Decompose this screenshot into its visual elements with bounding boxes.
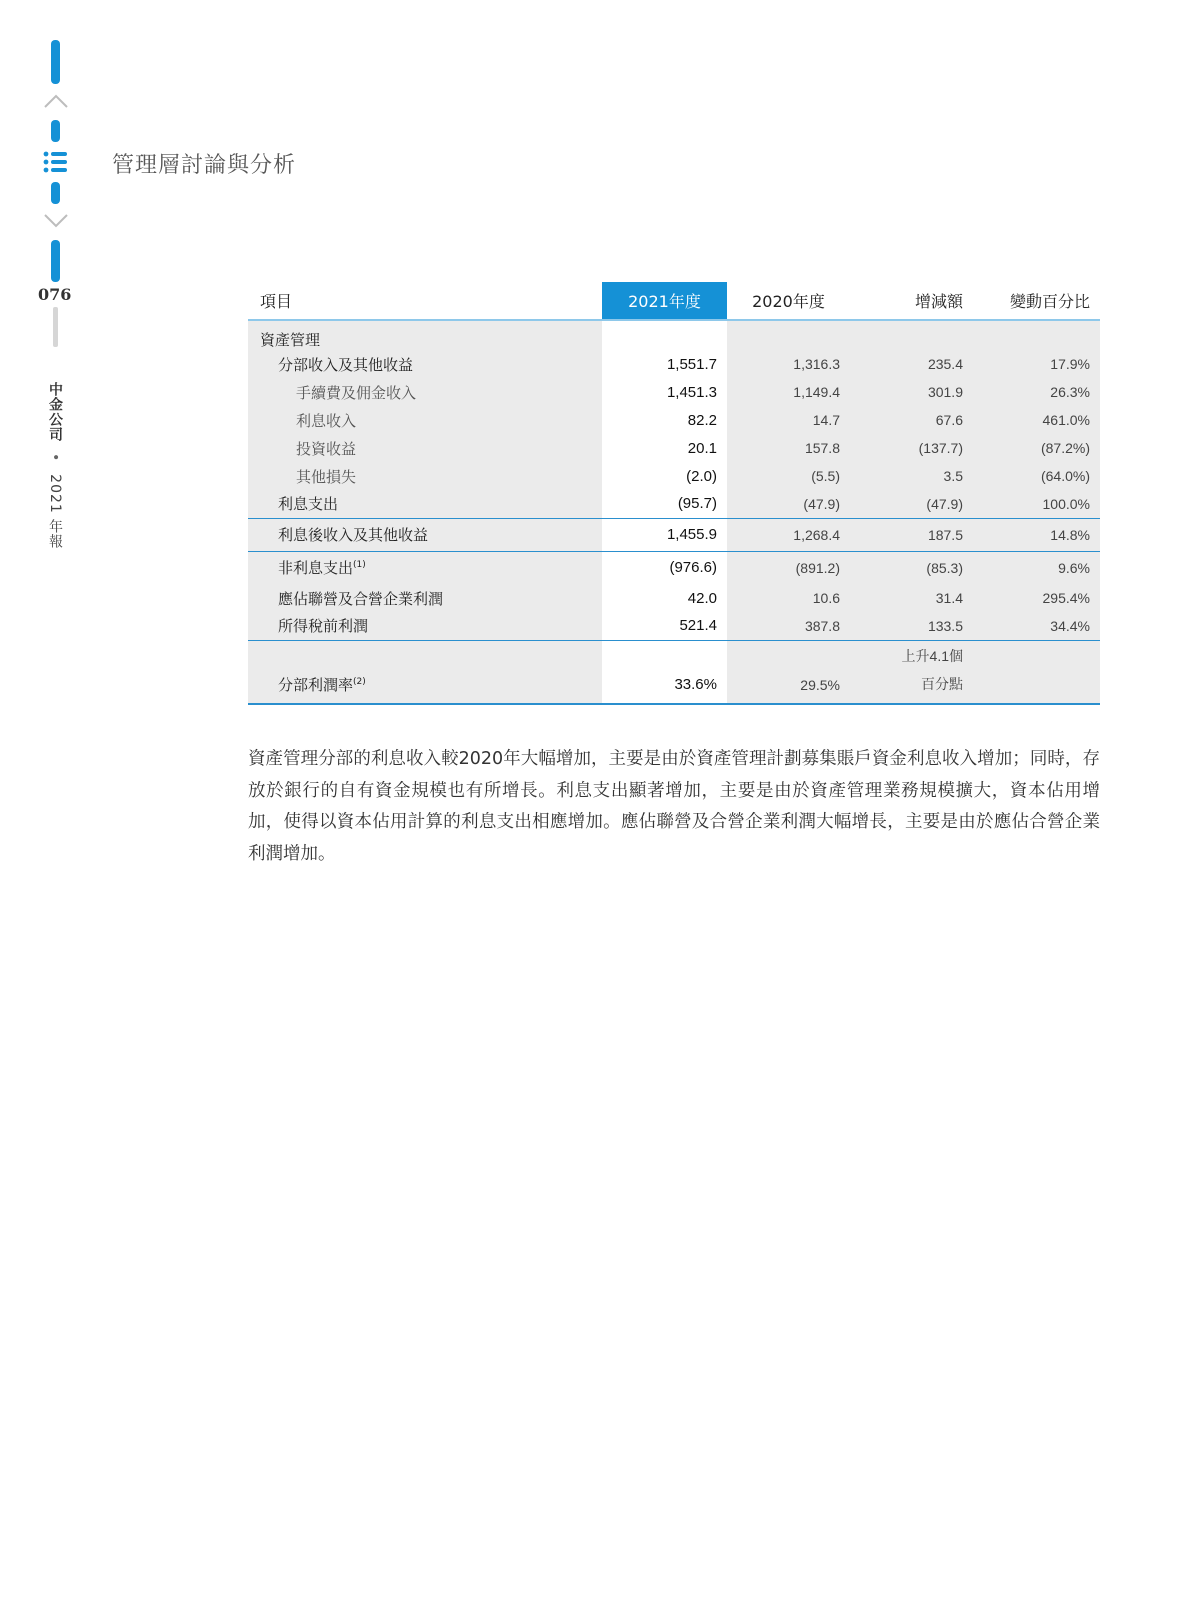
cell-change: (47.9) [850, 490, 973, 518]
row-label: 所得稅前利潤 [248, 612, 602, 640]
cell-change: 235.4 [850, 350, 973, 378]
cell-2021: 20.1 [602, 434, 727, 462]
cell-2020: 14.7 [727, 406, 850, 434]
cell-change: 301.9 [850, 378, 973, 406]
cell-change: 31.4 [850, 584, 973, 612]
column-header-2021: 2021年度 [602, 282, 727, 320]
cell-change-pct: 100.0% [973, 490, 1100, 518]
cell-2021: 521.4 [602, 612, 727, 640]
cell-2020: 387.8 [727, 612, 850, 640]
table-row [248, 551, 1100, 584]
list-icon[interactable] [43, 150, 69, 174]
table-row [248, 434, 1100, 462]
footnote-marker: (1) [353, 560, 366, 571]
cell-2021: 42.0 [602, 584, 727, 612]
cell-change-pct: 26.3% [973, 378, 1100, 406]
column-header-item: 項目 [260, 292, 293, 311]
row-label: 分部收入及其他收益 [248, 350, 602, 378]
cell-change: (137.7) [850, 434, 973, 462]
cell-change-pct: 295.4% [973, 584, 1100, 612]
table-row [248, 350, 1100, 378]
row-label [248, 640, 602, 704]
cell-change-line1: 上升4.1個 [901, 647, 963, 664]
nav-accent-bar-upper [51, 120, 60, 142]
chevron-up-icon[interactable] [42, 93, 70, 109]
row-label: 應佔聯營及合營企業利潤 [248, 584, 602, 612]
row-label: 利息收入 [248, 406, 602, 434]
commentary-paragraph: 資產管理分部的利息收入較2020年大幅增加，主要是由於資產管理計劃募集賬戶資金利息收入增加；同時，存放於銀行的自有資金規模也有所增長。利息支出顯著增加，主要是由於資產管理業務規模擴大，資本佔用增加，使得以資本佔用計算的利息支出相應增加。應佔聯營及合營企業利潤大幅增長，主要是由於應佔合營企業利潤增加。 [248, 749, 1100, 864]
table-row-section [248, 320, 1100, 350]
cell-change-pct: 34.4% [973, 612, 1100, 640]
cell-2021: 1,551.7 [602, 350, 727, 378]
cell-2020: 29.5% [727, 640, 850, 704]
cell-2020: 1,149.4 [727, 378, 850, 406]
report-name: 2021 年報 [47, 474, 63, 550]
cell-change-pct: (87.2%) [973, 434, 1100, 462]
cell-change-pct [973, 640, 1100, 704]
column-header-change-pct: 變動百分比 [1009, 292, 1090, 311]
nav-accent-bar-bottom [51, 240, 60, 282]
table-row [248, 378, 1100, 406]
row-label: 利息後收入及其他收益 [248, 518, 602, 551]
cell-2020: (47.9) [727, 490, 850, 518]
chevron-down-icon[interactable] [42, 213, 70, 229]
page-number: 076 [38, 285, 72, 304]
cell-change: 67.6 [850, 406, 973, 434]
cell-2020: 1,268.4 [727, 518, 850, 551]
row-label: 其他損失 [248, 462, 602, 490]
brand-name: 中金公司 [47, 382, 63, 442]
cell-change: 133.5 [850, 612, 973, 640]
cell-change-pct: 9.6% [973, 551, 1100, 584]
cell-change: 3.5 [850, 462, 973, 490]
cell-2021: (976.6) [602, 551, 727, 584]
nav-accent-bar-lower [51, 182, 60, 204]
nav-accent-bar-top [51, 40, 60, 84]
row-label [248, 551, 602, 584]
row-label-text: 分部利潤率 [278, 676, 354, 694]
cell-2021: 1,455.9 [602, 518, 727, 551]
cell-2020: (891.2) [727, 551, 850, 584]
cell-2020: (5.5) [727, 462, 850, 490]
table-row [248, 584, 1100, 612]
vertical-brand-label [44, 382, 66, 549]
table-row [248, 462, 1100, 490]
cell-change: (85.3) [850, 551, 973, 584]
cell-change-line2: 百分點 [921, 675, 963, 692]
table-row [248, 490, 1100, 518]
cell-2021: 82.2 [602, 406, 727, 434]
cell-change-pct: 461.0% [973, 406, 1100, 434]
cell-change-pct: 17.9% [973, 350, 1100, 378]
table-row [248, 406, 1100, 434]
column-header-change: 增減額 [914, 292, 963, 311]
column-header-2020: 2020年度 [752, 292, 825, 311]
nav-divider [53, 307, 58, 347]
cell-change [850, 640, 973, 704]
cell-2021: 1,451.3 [602, 378, 727, 406]
row-label-text: 非利息支出 [278, 559, 354, 578]
asset-management-table [248, 282, 1100, 705]
table-header-row [248, 282, 1100, 320]
cell-change: 187.5 [850, 518, 973, 551]
row-label: 投資收益 [248, 434, 602, 462]
cell-2020: 1,316.3 [727, 350, 850, 378]
footnote-marker: (2) [353, 677, 366, 687]
cell-change-pct: (64.0%) [973, 462, 1100, 490]
cell-change-pct: 14.8% [973, 518, 1100, 551]
page-title: 管理層討論與分析 [112, 153, 297, 178]
cell-2020: 10.6 [727, 584, 850, 612]
table-row [248, 518, 1100, 551]
brand-separator: • [47, 453, 63, 463]
section-title: 資產管理 [248, 320, 602, 350]
cell-2020: 157.8 [727, 434, 850, 462]
table-row [248, 640, 1100, 704]
cell-2021: (2.0) [602, 462, 727, 490]
table-row [248, 612, 1100, 640]
row-label: 手續費及佣金收入 [248, 378, 602, 406]
row-label: 利息支出 [248, 490, 602, 518]
cell-2021: (95.7) [602, 490, 727, 518]
cell-2021: 33.6% [602, 640, 727, 704]
